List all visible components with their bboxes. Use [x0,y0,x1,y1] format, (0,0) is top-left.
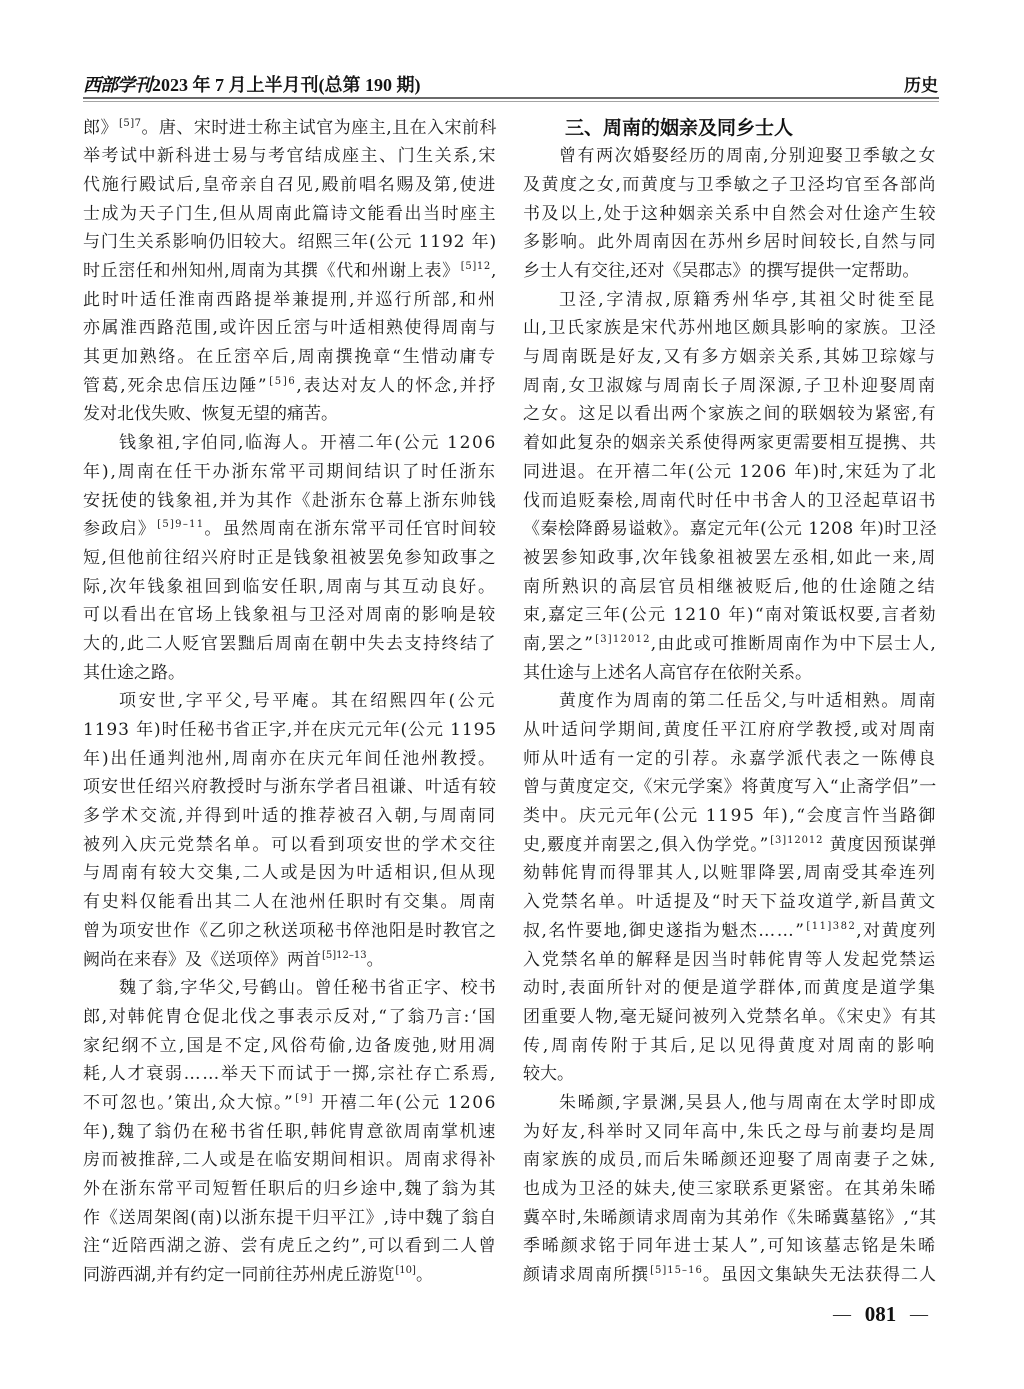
line-text: 1193 年)时任秘书省正字,并在庆元元年(公元 1195 [83,720,497,741]
line-text: 之女。这足以看出两个家族之间的联姻较为紧密,有 [523,404,937,425]
text-run: 参政启》 [83,519,157,540]
line-text: 动时,表面所针对的便是道学群体,而黄度是道学集 [523,978,937,999]
text-line [83,228,497,257]
text-line [523,314,937,343]
line-text [83,515,497,544]
text-line [83,687,497,716]
text-line [83,601,497,630]
text-line [83,859,497,888]
text-run: 。 [415,1265,433,1286]
citation-superscript: [5]12 [460,261,491,273]
line-text: 多学术交流,并得到叶适的推荐被召入朝,与周南同 [83,806,497,827]
line-text: 曾有两次婚娶经历的周南,分别迎娶卫季敏之女 [559,146,937,167]
line-text: 项安世,字平父,号平庵。其在绍熙四年(公元 [119,691,497,712]
citation-superscript: [5]7 [118,117,142,129]
text-line [523,573,937,602]
line-text [523,630,937,659]
text-line [523,1175,937,1204]
citation-superscript: [11]382 [806,920,857,932]
text-line [83,917,497,946]
text-run: 叔,名忤要地,御史遂指为魁杰……” [523,920,806,941]
line-text [523,831,937,860]
line-text: 曾与黄度定交,《宋元学案》将黄度写入“止斋学侣”一 [523,777,937,798]
text-run: 。唐、宋时进士称主试官为座主,且在入宋前科 [141,117,498,138]
text-line [523,831,937,860]
text-line [83,200,497,229]
text-line [523,1118,937,1147]
text-run: 史,覈度并南罢之,俱入伪学党。” [523,834,770,855]
paragraph [523,1089,937,1290]
line-text: 多影响。此外周南因在苏州乡居时间较长,自然与同 [523,232,937,253]
text-line [83,1118,497,1147]
line-text [523,1261,937,1290]
text-line [83,630,497,659]
text-line [523,1089,937,1118]
paragraph [83,687,497,974]
text-line [83,286,497,315]
text-line [523,286,937,315]
page-number: 081 [864,1302,897,1326]
running-header [83,71,421,97]
text-line [83,314,497,343]
citation-superscript: [5]6 [269,375,297,387]
line-text [83,257,497,286]
line-text: 年),魏了翁仍在秘书省任职,韩侂胄意欲周南掌机速 [83,1121,497,1142]
text-line [83,171,497,200]
line-text: 作《送周架阁(南)以浙东提干归平江》,诗中魏了翁自 [83,1207,497,1228]
line-text: 曾为项安世作《乙卯之秋送项秘书倅池阳是时教官之 [83,920,497,941]
line-text: 与门生关系影响仍旧较大。绍熙三年(公元 1192 年) [83,232,497,253]
line-text: 被罢参知政事,次年钱象祖被罢左丞相,如此一来,周 [523,547,937,568]
text-line [523,888,937,917]
text-line [83,831,497,860]
text-line [83,1089,497,1118]
text-run: 黄度因预谋弹 [823,834,937,855]
line-text: 魏了翁,字华父,号鹤山。曾任秘书省正字、校书 [119,978,497,999]
section-heading: 三、周南的姻亲及同乡士人 [565,116,794,139]
text-line [523,773,937,802]
text-run: 颜请求周南所撰 [523,1265,650,1286]
line-text: 入党禁名单。叶适提及“时天下益攻道学,新昌黄文 [523,892,937,913]
paragraph [523,142,937,285]
page-number-footer [833,1302,928,1327]
text-line [83,487,497,516]
line-text [83,1261,433,1290]
text-line [83,142,497,171]
line-text: 劾韩侂胄而得罪其人,以赃罪降罢,周南受其牵连列 [523,863,937,884]
line-text: 山,卫氏家族是宋代苏州地区颇具影响的家族。卫泾 [523,318,937,339]
line-text: 也成为卫泾的妹夫,使三家联系更紧密。在其弟朱晞 [523,1179,937,1200]
citation-superscript: [3]12012 [770,834,824,846]
text-line [523,228,937,257]
line-text: 着如此复杂的姻亲关系使得两家更需要相互提携、共 [523,433,937,454]
folio-dash-left: — [833,1304,851,1324]
text-line [523,200,937,229]
text-line [83,257,497,286]
text-line [83,1032,497,1061]
line-text: 为好友,科举时又同年高中,朱氏之母与前妻均是周 [523,1121,937,1142]
line-text: 传,周南传附于其后,足以见得黄度对周南的影响 [523,1035,937,1056]
line-text: 项安世任绍兴府教授时与浙东学者吕祖谦、叶适有较 [83,777,497,798]
line-text: 年),周南在任干办浙东常平司期间结识了时任浙东 [83,461,497,482]
line-text [83,372,497,401]
text-line [523,917,937,946]
line-text: 亦属淮西路范围,或许因丘崈与叶适相熟使得周南与 [83,318,497,339]
text-line [523,745,937,774]
line-text: 季晞颜求铭于同年进士某人”,可知该墓志铭是朱晞 [523,1236,937,1257]
line-text [83,1089,497,1118]
line-text: 冀卒时,朱晞颜请求周南为其弟作《朱晞冀墓铭》,“其 [523,1207,937,1228]
text-line [523,974,937,1003]
text-line [523,1146,937,1175]
text-line [83,1060,497,1089]
text-line [83,573,497,602]
paragraph [83,974,497,1290]
line-text: 从叶适问学期间,黄度任平江府府学教授,或对周南 [523,720,937,741]
text-line [523,429,937,458]
text-line [523,257,937,286]
text-line [523,687,937,716]
text-line [523,659,937,688]
line-text: 入党禁名单的解释是因当时韩侂胄等人发起党禁运 [523,949,937,970]
text-run: ,对黄度列 [856,920,938,941]
text-line [83,1146,497,1175]
text-run: ,表达对友人的怀念,并抒 [296,375,497,396]
text-line [523,716,937,745]
text-run: 时丘崈任和州知州,周南为其撰《代和州谢上表》 [83,261,460,282]
line-text: 与周南既是好友,又有多方姻亲关系,其姊卫琮嫁与 [523,347,937,368]
line-text: 大的,此二人贬官罢黜后周南在朝中失去支持终结了 [83,633,497,654]
line-text: 其仕途之路。 [83,662,185,683]
text-line [83,659,497,688]
text-line [83,974,497,1003]
text-line [523,372,937,401]
text-line [83,773,497,802]
text-line [523,946,937,975]
header-rule-thick [83,97,939,99]
paragraph [523,687,937,1089]
folio-dash-right: — [910,1304,928,1324]
line-text: 书及以上,处于这种姻亲关系中自然会对仕途产生较 [523,203,937,224]
text-line [83,1204,497,1233]
text-line [83,343,497,372]
text-line [523,1261,937,1290]
text-line [523,1204,937,1233]
text-run: 不可忽也。’策出,众大惊。” [83,1092,295,1113]
text-line [523,487,937,516]
line-text: 卫泾,字清叔,原籍秀州华亭,其祖父时徙至昆 [559,289,937,310]
text-run: , [490,261,498,282]
line-text: 黄度作为周南的第二任岳父,与叶适相熟。周南 [559,691,937,712]
text-line [523,515,937,544]
text-line [523,1060,937,1089]
line-text: 代施行殿试后,皇帝亲自召见,殿前唱名赐及第,使进 [83,174,497,195]
line-text: 团重要人物,毫无疑问被列入党禁名单。《宋史》有其 [523,1006,937,1027]
text-line [523,544,937,573]
text-line [83,515,497,544]
line-text: 注“近陪西湖之游、尝有虎丘之约”,可以看到二人曾 [83,1236,497,1257]
line-text: 及黄度之女,而黄度与卫季敏之子卫泾均官至各部尚 [523,174,937,195]
line-text: 其仕途与上述名人高官存在依附关系。 [523,662,812,683]
citation-superscript: [10] [395,1265,416,1277]
text-line [523,458,937,487]
text-run: 。 [366,949,384,970]
text-line [83,544,497,573]
line-text [523,917,937,946]
text-line [83,429,497,458]
text-line [523,601,937,630]
text-line [83,888,497,917]
text-line [83,372,497,401]
text-line [83,114,497,143]
text-line [523,171,937,200]
text-line [523,859,937,888]
text-line [83,802,497,831]
line-text: 钱象祖,字伯同,临海人。开禧二年(公元 1206 [119,433,497,454]
citation-superscript: [5]12–13 [322,949,367,961]
line-text [83,946,384,975]
text-line [523,1032,937,1061]
line-text: 较大。 [523,1064,574,1085]
line-text: 房而被推辞,二人或是在临安期间相识。周南求得补 [83,1150,497,1171]
text-line [523,400,937,429]
line-text: 可以看出在官场上钱象祖与卫泾对周南的影响是较 [83,605,497,626]
line-text: 周南,女卫淑嫁与周南长子周深源,子卫朴迎娶周南 [523,375,937,396]
line-text: 郎,对韩侂胄仓促北伐之事表示反对,“了翁乃言:‘国 [83,1006,497,1027]
line-text: 《秦桧降爵易谥敕》。嘉定元年(公元 1208 年)时卫泾 [523,519,937,540]
paragraph [83,429,497,687]
text-run: 。虽然周南在浙东常平司任官时间较 [204,519,498,540]
text-line [83,716,497,745]
line-text: 束,嘉定三年(公元 1210 年)“南对策诋权要,言者劾 [523,605,937,626]
text-line [83,400,497,429]
citation-superscript: [9] [295,1092,315,1104]
text-run: 。虽因文集缺失无法获得二人 [702,1265,938,1286]
line-text: 被列入庆元党禁名单。可以看到项安世的学术交往 [83,834,497,855]
text-run: 郎》 [83,117,118,138]
text-run: 开禧二年(公元 1206 [314,1092,497,1113]
line-text [83,114,497,143]
text-line [83,458,497,487]
line-text: 类中。庆元元年(公元 1195 年),“会度言忤当路御 [523,806,937,827]
header-rule-thin [83,101,939,102]
journal-logo: 西部学刊 [83,75,151,96]
citation-superscript: [5]9–11 [157,519,205,531]
text-line [83,1232,497,1261]
right-column [523,114,937,1290]
section-label: 历史 [904,76,938,96]
text-run: 同游西湖,并有约定一同前往苏州虎丘游览 [83,1265,395,1286]
line-text: 发对北伐失败、恢复无望的痛苦。 [83,404,338,425]
line-text: 短,但他前往绍兴府时正是钱象祖被罢免参知政事之 [83,547,497,568]
line-text: 伐而追贬秦桧,周南代时任中书舍人的卫泾起草诏书 [523,490,937,511]
text-line [83,745,497,774]
line-text: 此时叶适任淮南西路提举兼提刑,并巡行所部,和州 [83,289,497,310]
paragraph [523,286,937,688]
line-text: 耗,人才衰弱……举天下而试于一掷,宗社存亡系焉, [83,1064,497,1085]
citation-superscript: [3]12012 [595,633,651,645]
line-text: 外在浙东常平司短暂任职后的归乡途中,魏了翁为其 [83,1179,497,1200]
line-text: 其更加熟络。在丘崈卒后,周南撰挽章“生惜动庸专 [83,347,497,368]
line-text: 际,次年钱象祖回到临安任职,周南与其互动良好。 [83,576,497,597]
issue-label: 2023 年 7 月上半月刊(总第 190 期) [152,75,421,95]
line-text: 家纪纲不立,国是不定,风俗苟偷,边备废弛,财用凋 [83,1035,497,1056]
line-text: 年)出任通判池州,周南亦在庆元年间任池州教授。 [83,748,497,769]
text-line [83,1175,497,1204]
left-column [83,114,497,1290]
text-line [83,946,497,975]
text-line [523,1232,937,1261]
line-text: 南所熟识的高层官员相继被贬后,他的仕途随之结 [523,576,937,597]
paragraph [83,114,497,430]
text-line [523,630,937,659]
line-text: 同进退。在开禧二年(公元 1206 年)时,宋廷为了北 [523,461,937,482]
line-text: 安抚使的钱象祖,并为其作《赴浙东仓幕上浙东帅钱 [83,490,497,511]
text-line [523,802,937,831]
line-text: 朱晞颜,字景渊,吴县人,他与周南在太学时即成 [559,1092,937,1113]
text-run: ,由此或可推断周南作为中下层士人, [650,633,937,654]
text-run: 管葛,死余忠信压边陲” [83,375,269,396]
text-line [83,1003,497,1032]
text-run: 阙尚在来春》及《送项倅》两首 [83,949,321,970]
text-line [523,343,937,372]
line-text: 有史料仅能看出其二人在池州任职时有交集。周南 [83,892,497,913]
line-text: 乡士人有交往,还对《吴郡志》的撰写提供一定帮助。 [523,261,920,282]
text-line [523,1003,937,1032]
line-text: 举考试中新科进士易与考官结成座主、门生关系,宋 [83,146,497,167]
line-text: 士成为天子门生,但从周南此篇诗文能看出当时座主 [83,203,497,224]
line-text: 南家族的成员,而后朱晞颜还迎娶了周南妻子之妹, [523,1150,937,1171]
text-line [83,1261,497,1290]
line-text: 与周南有较大交集,二人或是因为叶适相识,但从现 [83,863,497,884]
text-run: 南,罢之” [523,633,595,654]
citation-superscript: [5]15–16 [650,1265,703,1277]
line-text: 师从叶适有一定的引荐。永嘉学派代表之一陈傅良 [523,748,937,769]
text-line [523,142,937,171]
